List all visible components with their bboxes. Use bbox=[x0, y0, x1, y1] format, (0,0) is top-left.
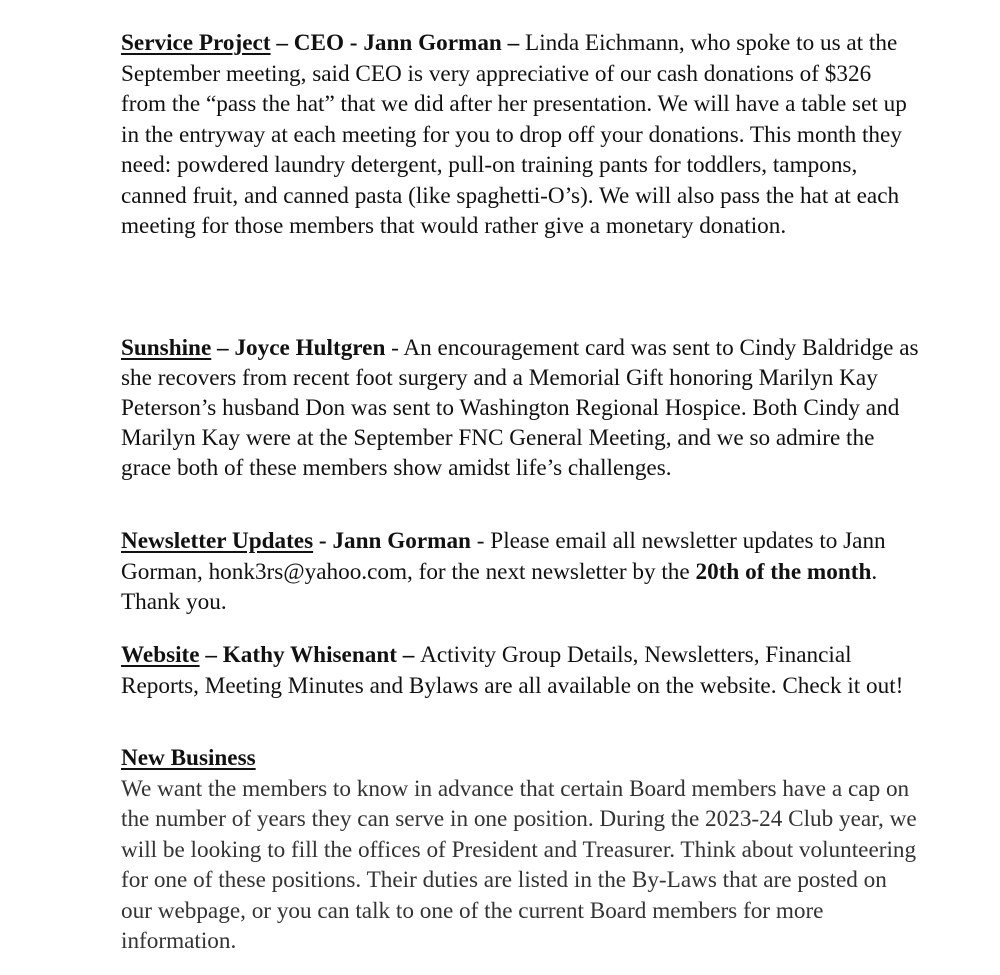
website-paragraph bbox=[121, 640, 921, 701]
newsletter-updates-paragraph bbox=[121, 526, 921, 618]
separator: – bbox=[396, 642, 421, 668]
service-project-org: CEO bbox=[293, 30, 344, 56]
newsletter-updates-heading: Newsletter Updates bbox=[121, 528, 314, 554]
sunshine-chair: Joyce Hultgren bbox=[234, 335, 386, 361]
sunshine-paragraph bbox=[121, 333, 921, 483]
separator: - bbox=[470, 528, 491, 554]
newsletter-updates-section bbox=[121, 526, 921, 618]
new-business-heading-line bbox=[121, 743, 921, 774]
new-business-body: We want the members to know in advance that certain Board members have a cap on the number of years they can serve in one position. During the 2023-24 Club year, we will be looking to fill the offices of President and Treasurer. Think about volunteering for one of these positions. Their duties are listed in the By-Laws that are posted on our webpage, or you can talk to one of the current Board members for more information. bbox=[121, 775, 917, 954]
service-project-chair: Jann Gorman bbox=[363, 30, 502, 56]
service-project-body: Linda Eichmann, who spoke to us at the September meeting, said CEO is very appreciative of our cash donations of $326 from the “pass the hat” that we did after her presentation. We will have a table set up in the entryway at each meeting for you to drop off your donations. This month they need: powdered laundry detergent, pull-on training pants for toddlers, tampons, canned fruit, and canned pasta (like spaghetti-O’s). We will also pass the hat at each meeting for those members that would rather give a monetary donation. bbox=[121, 30, 907, 239]
newsletter-updates-closing: . Thank you. bbox=[121, 558, 878, 615]
separator: – bbox=[501, 30, 526, 56]
separator: - bbox=[344, 30, 364, 56]
sunshine-section bbox=[121, 333, 921, 483]
separator: - bbox=[385, 335, 404, 361]
new-business-section bbox=[121, 743, 921, 957]
website-body: Activity Group Details, Newsletters, Financial Reports, Meeting Minutes and Bylaws are all available on the website. Check it out! bbox=[121, 642, 904, 699]
new-business-heading: New Business bbox=[121, 745, 256, 771]
service-project-section bbox=[121, 28, 921, 242]
separator: - bbox=[313, 528, 333, 554]
separator: – bbox=[211, 335, 235, 361]
separator: – bbox=[270, 30, 294, 56]
service-project-paragraph bbox=[121, 28, 921, 242]
sunshine-body: An encouragement card was sent to Cindy Baldridge as she recovers from recent foot surgery and a Memorial Gift honoring Marilyn Kay Peterson’s husband Don was sent to Washington Regional Hospice. Both Cindy and Marilyn Kay were at the September FNC General Meeting, and we so admire the grace both of these members show amidst life’s challenges. bbox=[121, 335, 919, 481]
service-project-heading: Service Project bbox=[121, 30, 271, 56]
sunshine-heading: Sunshine bbox=[121, 335, 212, 361]
newsletter-updates-chair: Jann Gorman bbox=[332, 528, 471, 554]
website-section bbox=[121, 640, 921, 701]
website-chair: Kathy Whisenant bbox=[222, 642, 397, 668]
newsletter-deadline: 20th of the month bbox=[695, 558, 872, 585]
separator: – bbox=[199, 642, 223, 668]
newsletter-updates-body: Please email all newsletter updates to Jann Gorman, honk3rs@yahoo.com, for the next newsletter by the bbox=[121, 528, 886, 585]
website-heading: Website bbox=[121, 642, 200, 668]
